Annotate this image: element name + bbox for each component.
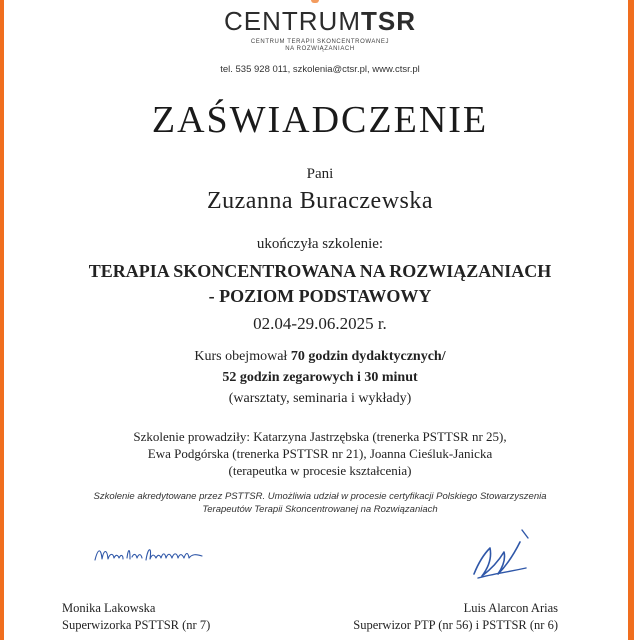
hours-line1 [0,346,640,367]
hours-clock: 52 godzin zegarowych i 30 minut [222,370,418,385]
logo-wordmark [0,6,640,36]
signature-left-drawing [92,540,212,566]
centrum-tsr-logo [0,6,640,53]
logo-wordmark-thin: CENTRUM [224,6,361,36]
signature-left [62,600,210,634]
accreditation-line1: Szkolenie akredytowane przez PSTTSR. Umożliwia udział w procesie certyfikacji Polskiego Stowarzyszenia [93,491,547,502]
signature-right [353,600,558,634]
signature-right-drawing [468,524,544,584]
trainers-line3: (terapeutka w procesie kształcenia) [228,463,412,478]
logo-subtitle-line1: CENTRUM TERAPII SKONCENTROWANEJ [250,39,390,45]
course-name-line1: TERAPIA SKONCENTROWANA NA ROZWIĄZANIACH [88,261,552,281]
trainers-line1: Szkolenie prowadziły: Katarzyna Jastrzębska (trenerka PSTTSR nr 25), [133,429,507,444]
hours-note: (warsztaty, seminaria i wykłady) [228,391,412,406]
certificate-title: ZAŚWIADCZENIE [151,99,489,141]
recipient-name: Zuzanna Buraczewska [206,188,434,214]
signature-left-name: Monika Lakowska [62,601,156,615]
course-dates: 02.04-29.06.2025 r. [253,314,387,333]
accreditation-line2: Terapeutów Terapii Skoncentrowanej na Rozwiązaniach [202,504,438,515]
course-name [0,259,640,309]
trainers-line2: Ewa Podgórska (trenerka PSTTSR nr 21), Joanna Cieśluk-Janicka [147,446,493,461]
logo-wordmark-bold: TSR [361,6,416,36]
course-hours [0,346,640,409]
salutation: Pani [306,166,334,182]
course-name-line2: - POZIOM PODSTAWOWY [208,286,432,306]
contact-info: tel. 535 928 011, szkolenia@ctsr.pl, www.ctsr.pl [220,64,420,75]
accreditation-note [0,490,640,516]
completed-text: ukończyła szkolenie: [256,236,384,252]
signature-right-name: Luis Alarcon Arias [463,601,558,615]
trainers-info [0,428,640,479]
hours-line2 [0,367,640,388]
hours-prefix: Kurs obejmował [194,349,291,364]
signature-right-role: Superwizor PTP (nr 56) i PSTTSR (nr 6) [353,618,558,632]
signature-left-role: Superwizorka PSTTSR (nr 7) [62,618,211,632]
logo-subtitle-line2: NA ROZWIĄZANIACH [285,46,355,52]
hours-didactic: 70 godzin dydaktycznych/ [290,349,446,364]
